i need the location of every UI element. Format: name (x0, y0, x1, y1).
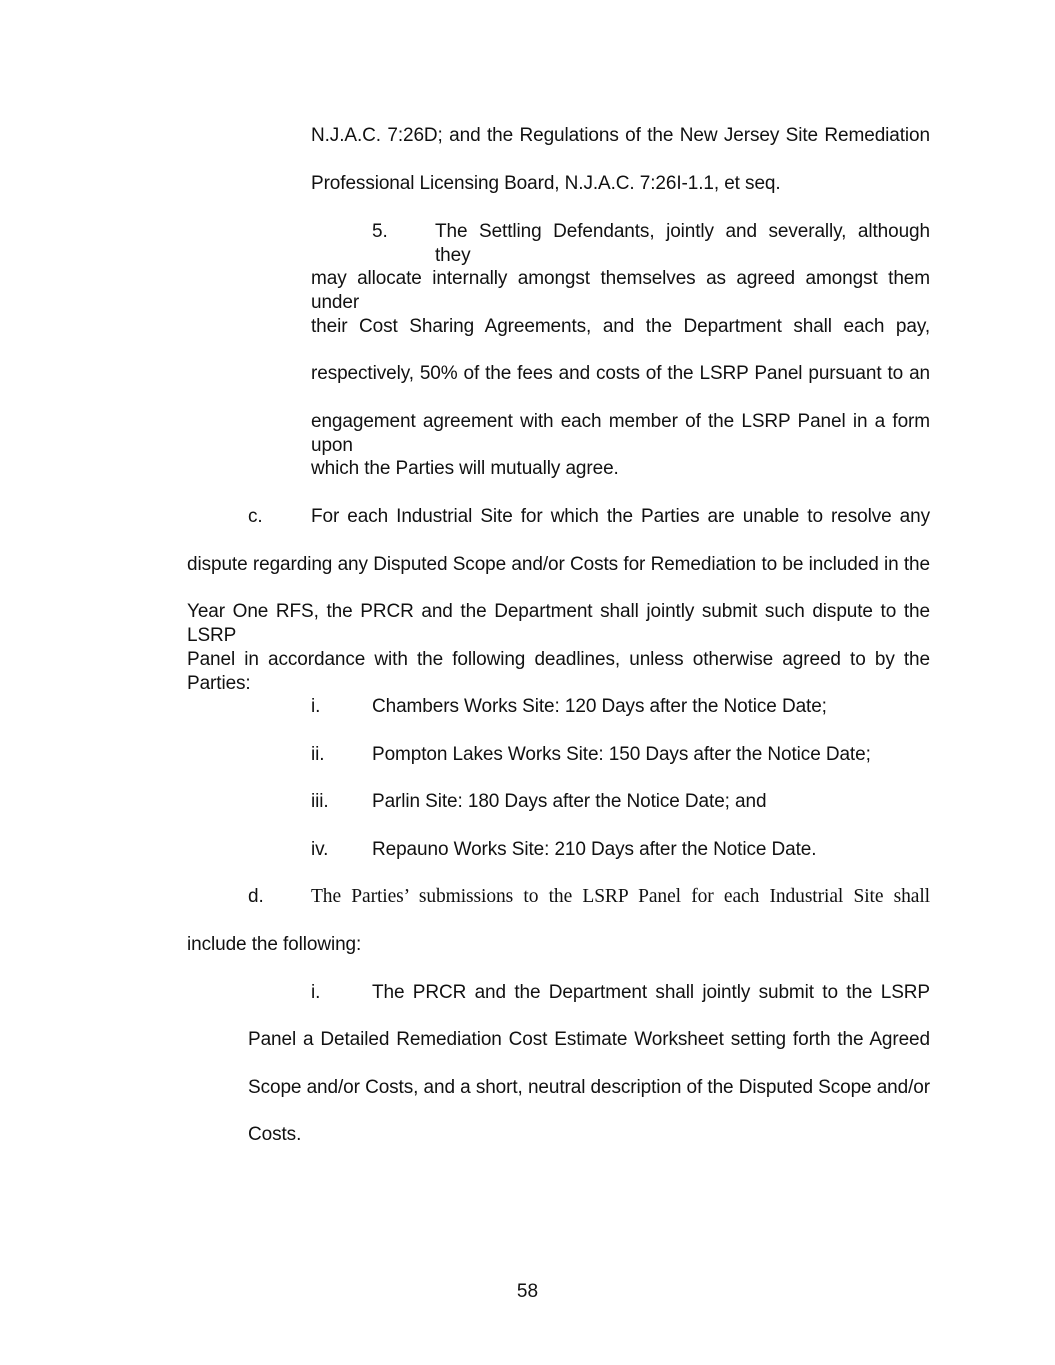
para-b5-line-2: may allocate internally amongst themselves as agreed amongst them under (311, 268, 930, 313)
para-b5-line-1: The Settling Defendants, jointly and severally, although they (435, 221, 930, 266)
list-item-numeral: i. (311, 696, 321, 717)
list-item-numeral: ii. (311, 744, 325, 765)
para-c-line-2: dispute regarding any Disputed Scope and/or Costs for Remediation to be included in the (187, 554, 930, 575)
para-d-item-numeral: i. (311, 982, 321, 1003)
para-b5-line-6: which the Parties will mutually agree. (311, 458, 619, 479)
list-item-text: Parlin Site: 180 Days after the Notice Date; and (372, 791, 767, 812)
list-item-text: Pompton Lakes Works Site: 150 Days after the Notice Date; (372, 744, 871, 765)
para-c-label: c. (248, 506, 263, 527)
para-c-line-4: Panel in accordance with the following deadlines, unless otherwise agreed to by the Parties: (187, 649, 930, 694)
para-c-line-3: Year One RFS, the PRCR and the Department shall jointly submit such dispute to the LSRP (187, 601, 930, 646)
para-d-item-line-4: Costs. (248, 1124, 302, 1145)
para-b5-line-3: their Cost Sharing Agreements, and the Department shall each pay, (311, 316, 930, 337)
list-item-numeral: iv. (311, 839, 329, 860)
para-c-line-1: For each Industrial Site for which the Parties are unable to resolve any (311, 506, 930, 527)
para-d-item-line-1: The PRCR and the Department shall jointly submit to the LSRP (372, 982, 930, 1003)
para-b4-line-1: N.J.A.C. 7:26D; and the Regulations of the New Jersey Site Remediation (311, 125, 930, 146)
list-item-numeral: iii. (311, 791, 329, 812)
para-d-line-2: include the following: (187, 934, 362, 955)
para-b5-number: 5. (372, 221, 388, 242)
para-d-item-line-2: Panel a Detailed Remediation Cost Estimate Worksheet setting forth the Agreed (248, 1029, 930, 1050)
list-item-text: Chambers Works Site: 120 Days after the Notice Date; (372, 696, 827, 717)
para-d-line-1: The Parties’ submissions to the LSRP Panel for each Industrial Site shall (311, 886, 930, 907)
para-b4-line-2: Professional Licensing Board, N.J.A.C. 7:26I-1.1, et seq. (311, 173, 781, 194)
para-d-item-line-3: Scope and/or Costs, and a short, neutral description of the Disputed Scope and/or (248, 1077, 930, 1098)
para-b5-line-4: respectively, 50% of the fees and costs of the LSRP Panel pursuant to an (311, 363, 930, 384)
list-item-text: Repauno Works Site: 210 Days after the Notice Date. (372, 839, 817, 860)
para-d-label: d. (248, 886, 264, 907)
page-number: 58 (516, 1281, 539, 1302)
para-b5-line-5: engagement agreement with each member of the LSRP Panel in a form upon (311, 411, 930, 456)
